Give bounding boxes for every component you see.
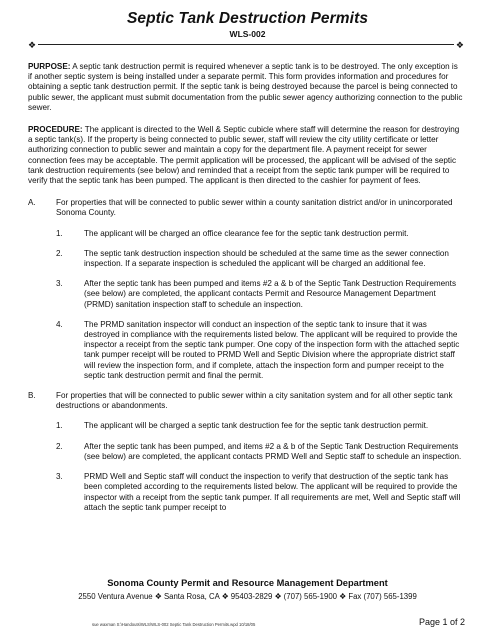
item-number: 2.	[56, 441, 63, 451]
item-number: 2.	[56, 248, 63, 258]
page-number: Page 1 of 2	[418, 617, 465, 627]
list-item	[56, 229, 464, 239]
section-text: For properties that will be connected to public sewer within a county sanitation district and/or in unincorporated Sonoma County.	[56, 198, 453, 218]
item-number: 3.	[56, 279, 63, 289]
item-text: PRMD Well and Septic staff will conduct the inspection to verify that destruction of the septic tank has been completed according to the requirements listed below. The applicant will be required to provide the inspector with a receipt from the septic tank pumper. If all requirements are met, Well and Septic staff will attach the septic tank pumper receipt to	[84, 472, 461, 512]
item-text: The PRMD sanitation inspector will conduct an inspection of the septic tank to insure that it was destroyed in compliance with the requirements listed below. The applicant will be required to provide the inspector a receipt from the septic tank pumper. One copy of the inspection form with the attached septic tank pumper receipt will be routed to PRMD Well and Septic Division where the appropriate district staff will review the inspection form, and if complete, attach the inspection form and pumper receipt to the septic tank destruction permit and final the permit.	[84, 319, 460, 380]
diamond-icon: ❖	[455, 40, 464, 50]
purpose-text: A septic tank destruction permit is required whenever a septic tank is to be destroyed. The only exception is if another septic system is being installed under a separate permit. This form provides information and procedures for obtaining a septic tank destruction permit. If the septic tank is being destroyed because the parcel is being connected to public sewer, the applicant must submit documentation from the public sewer agency authorizing connection to the public sewer.	[28, 62, 463, 112]
diamond-icon: ❖	[28, 40, 37, 50]
list-item	[56, 442, 464, 462]
item-text: The applicant will be charged a septic tank destruction fee for the septic tank destruction permit.	[84, 421, 429, 431]
list-item	[56, 320, 464, 381]
list-item	[56, 421, 464, 431]
footer-address: 2550 Ventura Avenue ❖ Santa Rosa, CA ❖ 95403-2829 ❖ (707) 565-1900 ❖ Fax (707) 565-1399	[78, 592, 417, 601]
item-number: 4.	[56, 319, 63, 329]
section-letter: B.	[28, 391, 36, 401]
header-rule	[28, 40, 464, 50]
section-b	[28, 391, 464, 513]
document-number: WLS-002	[229, 29, 266, 39]
section-letter: A.	[28, 198, 36, 208]
footer-organization: Sonoma County Permit and Resource Management Department	[107, 578, 388, 588]
item-text: After the septic tank has been pumped and items #2 a & b of the Septic Tank Destruction Requirements (see below) are completed, the applicant contacts Permit and Resource Management Department (PRMD) sanitation inspection staff to schedule an inspection.	[84, 279, 457, 309]
item-number: 3.	[56, 472, 63, 482]
procedure-text: The applicant is directed to the Well & Septic cubicle where staff will determine the reason for destroying a septic tank(s). If the property is being connected to public sewer, staff will review the city utility certificate or letter authorizing connection to public sewer and maintain a copy for the department file. A payment receipt for sewer connection fees may be acceptable. The permit application will be processed, the applicant will be advised of the septic tank destruction requirements (see below) and reminded that a receipt from the septic tank pumper will be required to verify that the septic tank has been pumped. The applicant is then directed to the cashier for payment of fees.	[28, 125, 460, 186]
document-body	[28, 62, 464, 523]
list-item	[56, 249, 464, 269]
item-text: The applicant will be charged an office clearance fee for the septic tank destruction permit.	[84, 228, 409, 238]
purpose-paragraph	[28, 62, 464, 113]
item-text: After the septic tank has been pumped, and items #2 a & b of the Septic Tank Destruction Requirements (see below) are completed, the applicant contacts PRMD Well and Septic staff to schedule an inspection.	[84, 441, 462, 461]
purpose-label: PURPOSE:	[28, 62, 71, 71]
item-number: 1.	[56, 421, 63, 431]
section-text: For properties that will be connected to public sewer within a city sanitation system and for all other septic tank destructions or abandonments.	[56, 391, 453, 411]
divider	[38, 44, 454, 45]
item-text: The septic tank destruction inspection should be scheduled at the same time as the sewer connection inspection. If a separate inspection is scheduled the applicant will be charged an additional fee.	[84, 248, 449, 269]
section-a	[28, 198, 464, 381]
list-item	[56, 279, 464, 310]
footer-file-path: sue waxman S:\Handouts\WLS\WLS-002 Septic Tank Destruction Permits.wpd 10/18/05	[92, 622, 256, 627]
document-title: Septic Tank Destruction Permits	[126, 10, 369, 27]
list-item	[56, 472, 464, 513]
procedure-label: PROCEDURE:	[28, 125, 83, 135]
item-number: 1.	[56, 228, 63, 238]
procedure-paragraph	[28, 125, 464, 186]
